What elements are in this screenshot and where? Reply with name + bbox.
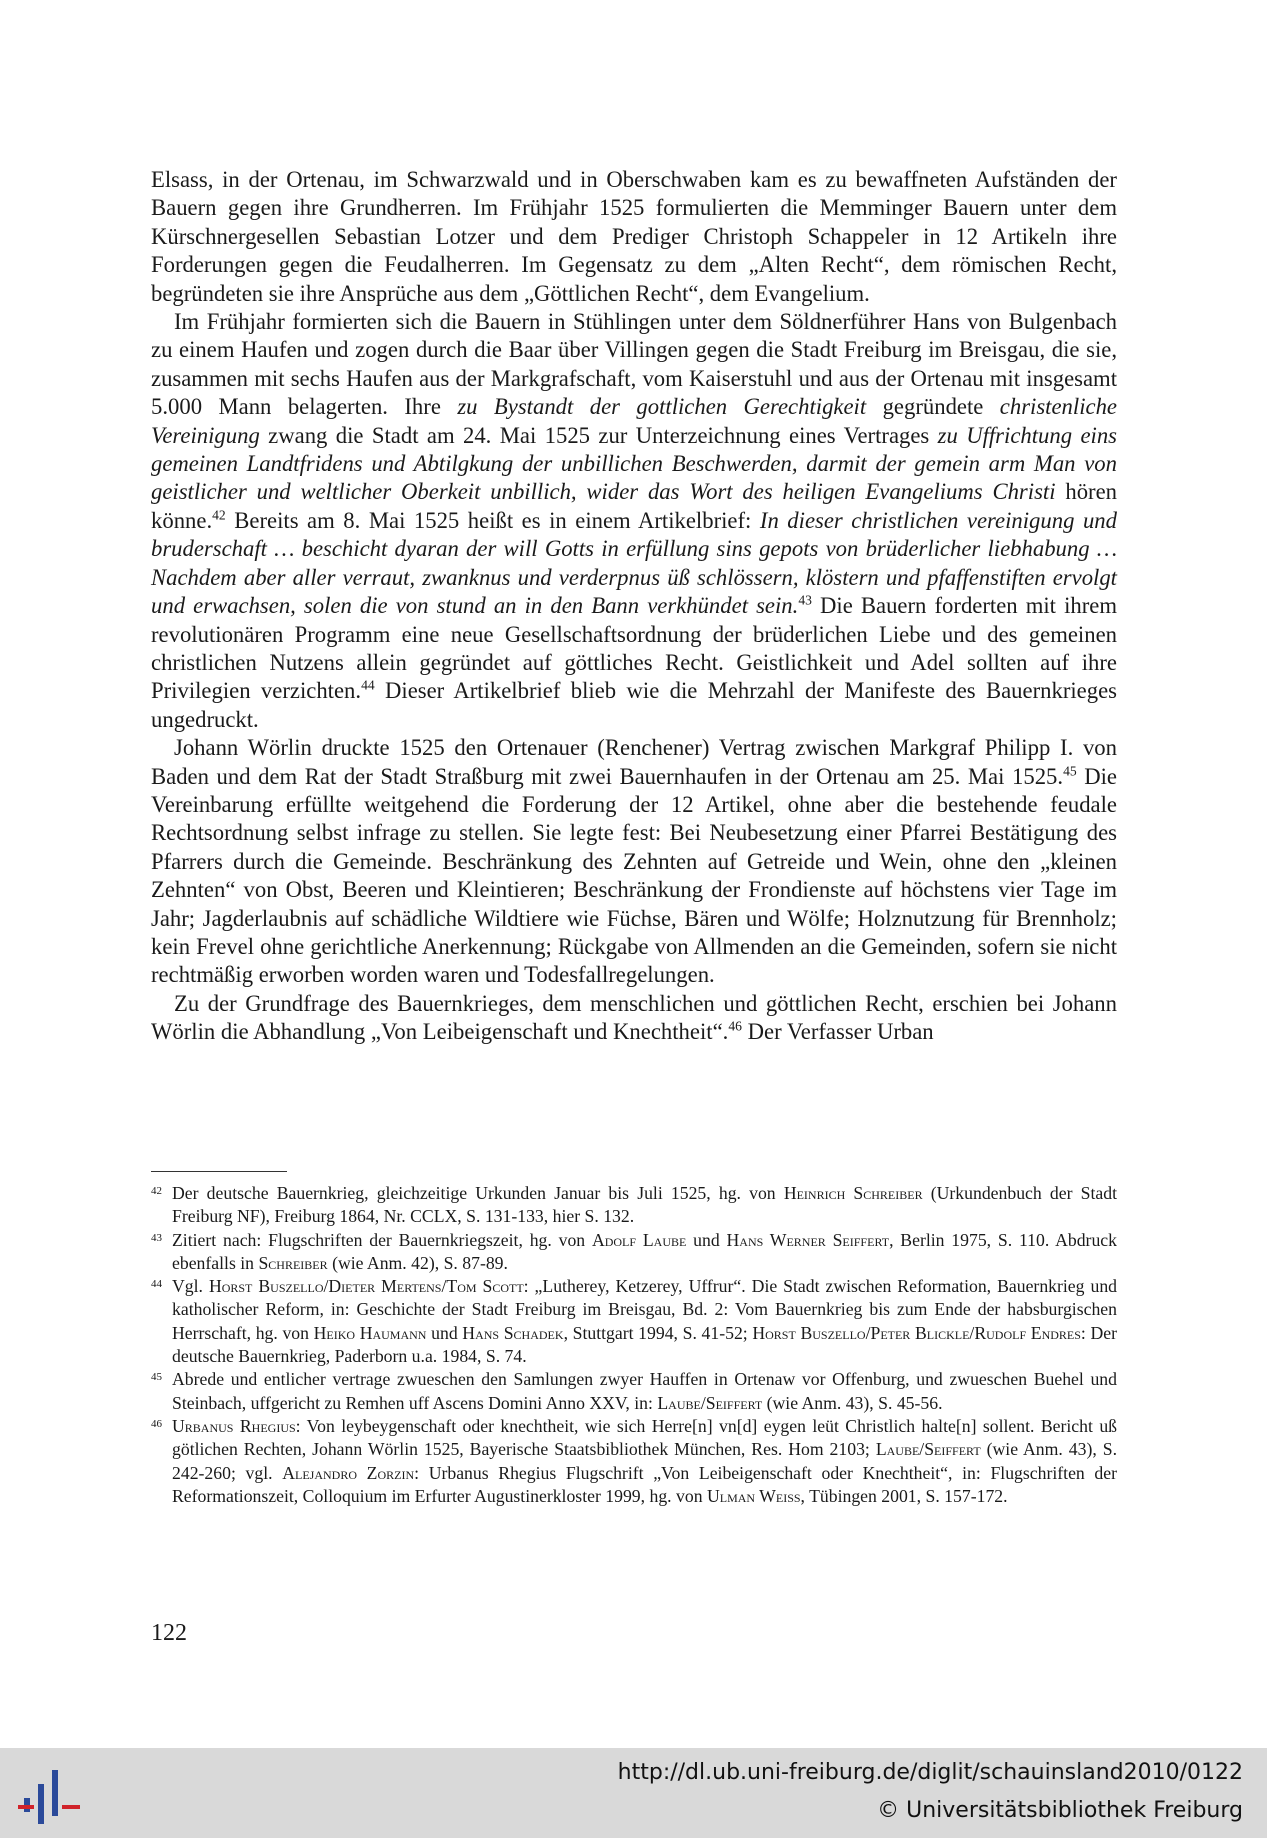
text-run: , Stuttgart 1994, S. 41-52; (563, 1322, 753, 1343)
footnote-ref: 42 (212, 507, 226, 523)
text-run: , Tübingen 2001, S. 157-172. (800, 1485, 1008, 1506)
italic-quote: christenliche Vereinigung (151, 394, 1117, 448)
text-run: (Urkundenbuch der Stadt Freiburg NF), Freiburg 1864, Nr. CCLX, S. 131-133, hier S. 132. (172, 1183, 1117, 1227)
text-run: Der Verfasser Urban (741, 1019, 934, 1045)
text-run: (wie Anm. 42), S. 87-89. (327, 1252, 508, 1273)
text-run: (wie Anm. 43), S. 242-260; vgl. (172, 1439, 1117, 1483)
author-name: Horst Buszello/Peter Blickle/Rudolf Endres (752, 1322, 1081, 1343)
text-run: und (686, 1229, 727, 1250)
text-run: Bereits am 8. Mai 1525 heißt es in einem Artikelbrief: (225, 507, 760, 533)
text-run: : Von leybeygenschaft oder knechtheit, wie sich Herre[n] vn[d] eygen leüt Christlich halte[n] sollent. Bericht uß götlichen Rechten, Johann Wörlin 1525, Bayerische Staatsbibliothek München, Res. Hom 2103; (172, 1415, 1118, 1460)
text-run: (wie Anm. 43), S. 45-56. (762, 1392, 943, 1413)
text-run: Vgl. (172, 1276, 209, 1297)
footnote (151, 1229, 1117, 1276)
footnote-text (172, 1275, 1117, 1368)
footer-copyright: © Universitätsbibliothek Freiburg (877, 1798, 1243, 1823)
footnote-ref: 46 (728, 1018, 742, 1034)
footnote (151, 1275, 1117, 1368)
footnote-ref: 44 (361, 677, 375, 693)
text-run: : Der deutsche Bauernkrieg, Paderborn u.a. 1984, S. 74. (172, 1322, 1117, 1367)
footnote-text (172, 1182, 1117, 1229)
text-run: Die Bauern forderten mit ihrem revolutionären Programm eine neue Gesellschaftsordnung der brüderlichen Liebe und des gemeinen christlichen Nutzens allein gegründet auf göttliches Recht. Geistlichkeit und Adel sollten auf ihre Privilegien verzichten. (151, 593, 1117, 704)
footnote-number: 45 (151, 1371, 162, 1384)
italic-quote: zu Bystandt der gottlichen Gerechtigkeit (457, 394, 867, 420)
text-run: Zu der Grundfrage des Bauernkrieges, dem menschlichen und göttlichen Recht, erschien bei Johann Wörlin die Abhandlung „Von Leibeigenschaft und Knechtheit“. (151, 990, 1117, 1045)
text-run: hören könne. (151, 479, 1118, 533)
text-run: , Berlin 1975, S. 110. Abdruck ebenfalls in (172, 1229, 1117, 1273)
paragraph (151, 734, 1117, 990)
footnote-number: 42 (151, 1185, 162, 1197)
footnote-number: 46 (151, 1417, 162, 1430)
text-run: zwang die Stadt am 24. Mai 1525 zur Unterzeichnung eines Vertrages (259, 422, 938, 448)
author-name: Hans Schadek (462, 1322, 564, 1343)
footnote (151, 1368, 1117, 1415)
ub-freiburg-logo-icon (18, 1762, 82, 1826)
text-run: und (426, 1322, 463, 1343)
text-run: : „Lutherey, Ketzerey, Uffrur“. Die Stadt zwischen Reformation, Bauernkrieg und katholischer Reform, in: Geschichte der Stadt Freiburg im Breisgau, Bd. 2: Vom Bauernkrieg bis zum Ende der habsburgischen Herrschaft, hg. von (172, 1276, 1118, 1343)
author-name: Urbanus Rhegius (172, 1415, 296, 1436)
paragraph (151, 990, 1117, 1047)
footnote-number: 44 (151, 1278, 162, 1291)
text-run: Zitiert nach: Flugschriften der Bauernkriegszeit, hg. von (172, 1229, 592, 1250)
text-run: Dieser Artikelbrief blieb wie die Mehrzahl der Manifeste des Bauernkrieges ungedruckt. (151, 678, 1117, 732)
text-run: Elsass, in der Ortenau, im Schwarzwald und in Oberschwaben kam es zu bewaffneten Aufständen der Bauern gegen ihre Grundherren. Im Frühjahr 1525 formulierten die Memminger Bauern unter dem Kürschnergesellen Sebastian Lotzer und dem Prediger Christoph Schappeler in 12 Artikeln ihre Forderungen gegen die Feudalherren. Im Gegensatz zu dem „Alten Recht“, dem römischen Recht, begründeten sie ihre Ansprüche aus dem „Göttlichen Recht“, dem Evangelium. (151, 167, 1117, 306)
author-name: Laube/Seiffert (657, 1392, 763, 1413)
author-name: Horst Buszello/Dieter Mertens/Tom Scott (208, 1276, 524, 1297)
author-name: Schreiber (258, 1252, 328, 1273)
italic-quote: In dieser christlichen vereinigung und bruderschaft … beschicht dyaran der will Gotts in erfüllung sins gepots von brüderlicher liebhabung … Nachdem aber aller verraut, zwanknus und verderpnus üß schlössern, klöstern und pfaffenstiften ervolgt und erwachsen, solen die von stund an in den Bann verkhündet sein. (151, 507, 1117, 619)
footnote (151, 1415, 1117, 1508)
text-run: Abrede und entlicher vertrage zwueschen den Samlungen zwyer Hauffen in Ortenaw vor Offenburg, und zwueschen Buehel und Steinbach, uffgericht zu Remhen uff Ascens Domini Anno XXV, in: (172, 1369, 1117, 1413)
footnote-text (172, 1415, 1117, 1508)
text-run: Der deutsche Bauernkrieg, gleichzeitige Urkunden Januar bis Juli 1525, hg. von (172, 1183, 784, 1203)
text-run: gegründete (866, 394, 1000, 420)
author-name: Adolf Laube (591, 1229, 687, 1250)
text-run: Im Frühjahr formierten sich die Bauern in Stühlingen unter dem Söldnerführer Hans von Bulgenbach zu einem Haufen und zogen durch die Baar über Villingen gegen die Stadt Freiburg im Breisgau, die sie, zusammen mit sechs Haufen aus der Markgrafschaft, vom Kaiserstuhl und aus der Ortenau mit insgesamt 5.000 Mann belagerten. Ihre (151, 309, 1117, 420)
footnote-text (172, 1368, 1117, 1415)
library-footer-bar (0, 1748, 1267, 1838)
text-run: Die Vereinbarung erfüllte weitgehend die Forderung der 12 Artikel, ohne aber die bestehende feudale Rechtsordnung selbst infrage zu stellen. Sie legte fest: Bei Neubesetzung einer Pfarrei Bestätigung des Pfarrers durch die Gemeinde. Beschränkung des Zehnten auf Getreide und Wein, ohne den „kleinen Zehnten“ von Obst, Beeren und Kleintieren; Beschränkung der Frondienste auf höchstens vier Tage im Jahr; Jagderlaubnis auf schädliche Wildtiere wie Füchse, Bären und Wölfe; Holznutzung für Brennholz; kein Frevel ohne gerichtliche Anerkennung; Rückgabe von Allmenden an die Gemeinden, sofern sie nicht rechtmäßig erworben worden waren und Todesfallregelungen. (151, 763, 1118, 988)
italic-quote: zu Uffrichtung eins gemeinen Landtfridens und Abtilgkung der unbillichen Beschwerden, darmit der gemein arm Man von geistlicher und weltlicher Oberkeit unbillich, wider das Wort des heiligen Evangeliums Christi (151, 422, 1117, 505)
author-name: Heinrich Schreiber (783, 1183, 923, 1203)
author-name: Hans Werner Seiffert (726, 1229, 890, 1250)
paragraph (151, 308, 1117, 734)
footnotes (151, 1182, 1117, 1508)
author-name: Ulman Weiss (706, 1485, 801, 1506)
author-name: Heiko Haumann (313, 1322, 427, 1343)
author-name: Laube/Seiffert (875, 1439, 981, 1460)
footnote-ref: 45 (1063, 762, 1077, 778)
paragraph (151, 166, 1117, 308)
footnote-separator (151, 1171, 287, 1172)
body-text (151, 166, 1117, 1047)
footnote (151, 1182, 1117, 1229)
footnote-number: 43 (151, 1231, 162, 1244)
text-run: Johann Wörlin druckte 1525 den Ortenauer (Renchener) Vertrag zwischen Markgraf Philipp I. von Baden und dem Rat der Stadt Straßburg mit zwei Bauernhaufen in der Ortenau am 25. Mai 1525. (151, 735, 1117, 789)
footer-url-link[interactable]: http://dl.ub.uni-freiburg.de/diglit/schauinsland2010/0122 (617, 1760, 1243, 1785)
footnote-ref: 43 (798, 592, 812, 608)
page-number: 122 (151, 1620, 187, 1646)
footnote-text (172, 1229, 1117, 1276)
text-run: : Urbanus Rhegius Flugschrift „Von Leibeigenschaft oder Knechtheit“, in: Flugschriften der Reformationszeit, Colloquium im Erfurter Augustinerkloster 1999, hg. von (172, 1462, 1118, 1506)
author-name: Alejandro Zorzin (282, 1462, 415, 1483)
